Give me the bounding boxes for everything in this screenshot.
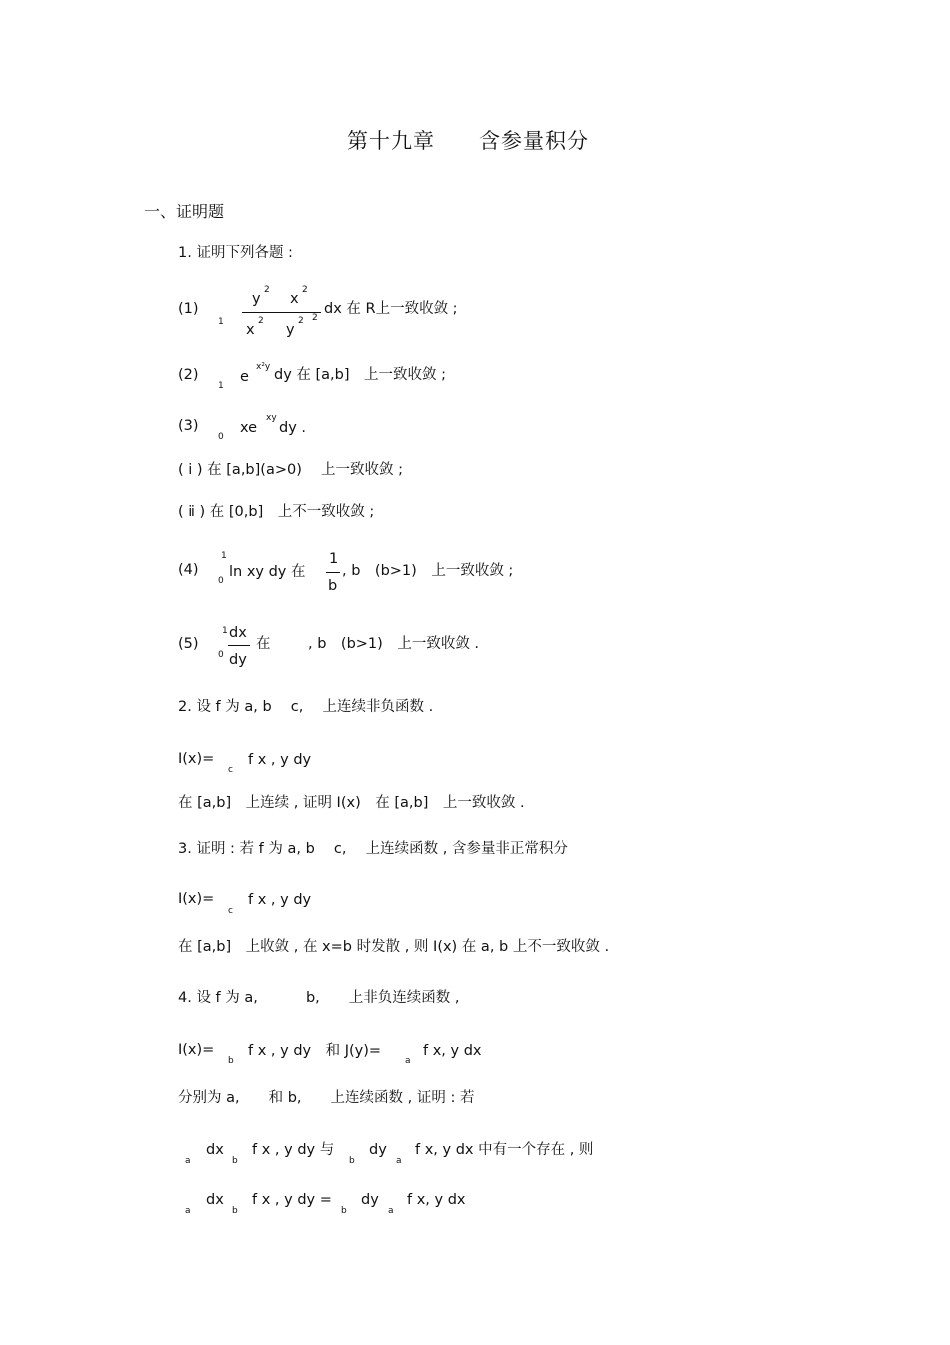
page-title: 第十九章 含参量积分 [347, 129, 589, 153]
integrand: ln xy dy 在 [229, 564, 306, 580]
upper-limit: 1 [222, 626, 228, 636]
base-e: e [240, 369, 249, 385]
integrand: f x, y dx [407, 1192, 466, 1208]
differential: dx [206, 1192, 224, 1208]
item-3-part-i: ( ⅰ ) 在 [a,b](a>0) 上一致收敛 ; [178, 462, 403, 478]
fraction-denominator: b [328, 578, 338, 594]
lower-limit: 1 [218, 317, 224, 327]
problem-3-line-1: 3. 证明 : 若 f 为 a, b c, 上连续函数 , 含参量非正常积分 [178, 841, 568, 857]
problem-4-integrand: f x , y dy 和 J(y)= [248, 1043, 382, 1059]
problem-4-line-1: 4. 设 f 为 a, b, 上非负连续函数 , [178, 990, 460, 1006]
problem-3-integrand: f x , y dy [248, 892, 312, 908]
fraction-denominator-y: y [286, 322, 295, 338]
problem-2-ix: I(x)= [178, 751, 215, 767]
fraction-bar [228, 645, 250, 646]
integrand: f x , y dy = [252, 1192, 332, 1208]
problem-3-ix: I(x)= [178, 891, 215, 907]
lower-limit: c [228, 765, 233, 775]
exponent: 2 [312, 313, 318, 323]
problem-3-line-3: 在 [a,b] 上收敛 , 在 x=b 时发散 , 则 I(x) 在 a, b 上不一致收敛 . [178, 939, 610, 955]
upper-limit: 1 [221, 551, 227, 561]
item-label: (3) [178, 418, 199, 434]
lower-limit: a [388, 1206, 394, 1216]
fraction-numerator: 1 [329, 551, 339, 567]
lower-limit: a [405, 1056, 411, 1066]
lower-limit: b [232, 1156, 238, 1166]
exponent: 2 [258, 316, 264, 326]
exponent: xy [266, 413, 277, 423]
lower-limit: b [349, 1156, 355, 1166]
fraction-numerator-y: y [252, 291, 261, 307]
problem-2-line-3: 在 [a,b] 上连续 , 证明 I(x) 在 [a,b] 上一致收敛 . [178, 795, 525, 811]
fraction-numerator: dx [229, 625, 247, 641]
fraction-numerator-x: x [290, 291, 299, 307]
item-tail: , b (b>1) 上一致收敛 ; [342, 563, 514, 579]
problem-2-line-1: 2. 设 f 为 a, b c, 上连续非负函数 . [178, 699, 434, 715]
problem-1-intro: 1. 证明下列各题 : [178, 245, 293, 261]
problem-4-ix: I(x)= [178, 1042, 215, 1058]
differential: dx [206, 1142, 224, 1158]
fraction-bar [242, 312, 321, 313]
lower-limit: 1 [218, 381, 224, 391]
problem-4-line-3: 分别为 a, 和 b, 上连续函数 , 证明 : 若 [178, 1090, 475, 1106]
item-tail: dx 在 R上一致收敛 ; [324, 301, 458, 317]
item-label: (2) [178, 367, 199, 383]
problem-2-integrand: f x , y dy [248, 752, 312, 768]
exponent: x²y [256, 362, 271, 372]
item-label: (1) [178, 301, 199, 317]
item-3-part-ii: ( ⅱ ) 在 [0,b] 上不一致收敛 ; [178, 504, 375, 520]
lower-limit: a [396, 1156, 402, 1166]
fraction-bar [326, 572, 340, 573]
item-tail: dy . [279, 420, 307, 436]
fraction-denominator: dy [229, 652, 247, 668]
section-heading: 一、证明题 [144, 202, 225, 221]
item-label: (5) [178, 636, 199, 652]
fraction-denominator-x: x [246, 322, 255, 338]
item-label: (4) [178, 562, 199, 578]
lower-limit: b [341, 1206, 347, 1216]
item-mid: 在 [256, 636, 271, 652]
lower-limit: c [228, 906, 233, 916]
lower-limit: b [232, 1206, 238, 1216]
item-tail: , b (b>1) 上一致收敛 . [308, 636, 480, 652]
lower-limit: b [228, 1056, 234, 1066]
exponent: 2 [298, 316, 304, 326]
lower-limit: 0 [218, 650, 224, 660]
differential: dy [369, 1142, 387, 1158]
lower-limit: 0 [218, 432, 224, 442]
integrand: f x , y dy 与 [252, 1142, 335, 1158]
exponent: 2 [302, 285, 308, 295]
base-xe: xe [240, 420, 258, 436]
integrand: f x, y dx 中有一个存在 , 则 [415, 1142, 594, 1158]
exponent: 2 [264, 285, 270, 295]
lower-limit: a [185, 1206, 191, 1216]
problem-4-jy-integrand: f x, y dx [423, 1043, 482, 1059]
lower-limit: a [185, 1156, 191, 1166]
item-tail: dy 在 [a,b] 上一致收敛 ; [274, 367, 447, 383]
differential: dy [361, 1192, 379, 1208]
lower-limit: 0 [218, 576, 224, 586]
